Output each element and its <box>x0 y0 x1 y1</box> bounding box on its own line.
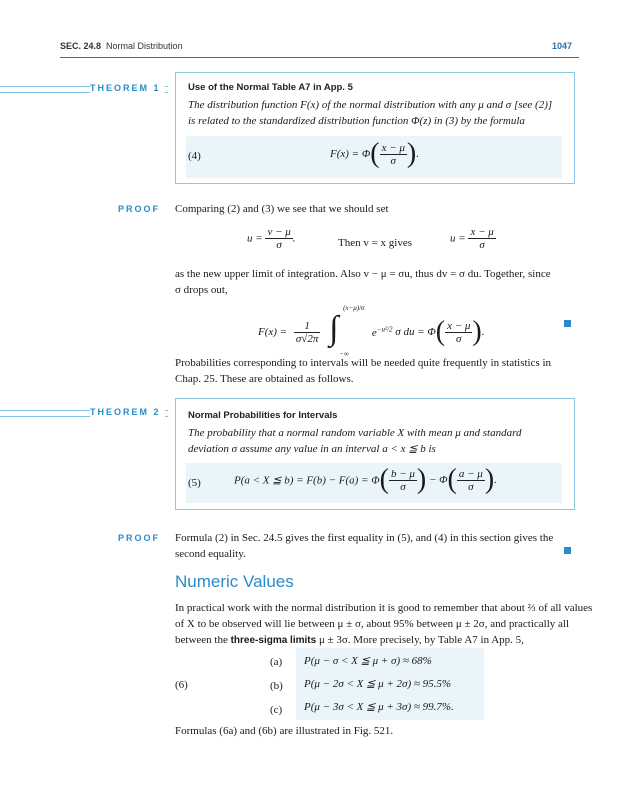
proof-1-text-2-line-1: as the new upper limit of integration. Also v − μ = σu, thus dv = σ du. Together, since <box>175 268 551 280</box>
equation-6a-tag: (a) <box>270 656 283 668</box>
theorem-2-line-2: deviation σ assume any value in an interval a < x ≦ b is <box>188 443 436 455</box>
equation-number-5: (5) <box>188 477 201 489</box>
numeric-paragraph-line-1: In practical work with the normal distribution it is good to remember that about ⅔ of all values <box>175 602 593 614</box>
header-rule <box>60 57 579 58</box>
theorem-2-title: Normal Probabilities for Intervals <box>188 410 338 421</box>
section-heading-numeric-values: Numeric Values <box>175 572 294 591</box>
theorem-1-box <box>175 72 575 184</box>
integral-equation: F(x) = $\frac{1}{\sigma√2\pi}$ ∫ (x−μ)/σ −∞ $e^{-u^2/2}$ σ du = Φ( $\frac{x - \mu}{\sigma}$ ). <box>258 304 485 358</box>
theorem-2-equation-box <box>186 463 562 503</box>
theorem-2-label: THEOREM 2 <box>90 407 165 417</box>
substitution-u: u = $\frac{v - \mu}{\sigma}$ . <box>247 226 296 251</box>
proof-1-text-3-line-2: Chap. 25. These are obtained as follows. <box>175 373 354 385</box>
equation-6c-tag: (c) <box>270 704 283 716</box>
theorem-1-label: THEOREM 1 <box>90 83 165 93</box>
end-of-proof-marker-2 <box>564 547 571 554</box>
equation-6c: P(μ − 3σ < X ≦ μ + 3σ) ≈ 99.7%. <box>304 701 454 713</box>
page-number: 1047 <box>552 41 573 51</box>
equation-number-4: (4) <box>188 150 201 162</box>
theorem-2-line-1: The probability that a normal random variable X with mean μ and standard <box>188 427 522 439</box>
proof-1-text-2-line-2: σ drops out, <box>175 284 228 296</box>
theorem-1-line-2: is related to the standardized distribution function Φ(z) in (3) by the formula <box>188 115 525 127</box>
theorem-1-line-1: The distribution function F(x) of the normal distribution with any μ and σ [see (2)] <box>188 99 553 111</box>
theorem-2-box <box>175 398 575 510</box>
proof-2-line-1: Formula (2) in Sec. 24.5 gives the first equality in (5), and (4) in this section gives the <box>175 532 554 544</box>
theorem-1-title: Use of the Normal Table A7 in App. 5 <box>188 82 353 93</box>
equation-6a: P(μ − σ < X ≦ μ + σ) ≈ 68% <box>304 655 432 667</box>
figure-reference-text: Formulas (6a) and (6b) are illustrated in Fig. 521. <box>175 725 394 737</box>
numeric-paragraph-line-2: of X to be observed will lie between μ ± σ, about 95% between μ ± 2σ, and practically all <box>175 618 570 630</box>
three-sigma-limits-term: three-sigma limits <box>230 635 317 646</box>
equation-number-6: (6) <box>175 679 188 691</box>
equation-5: P(a < X ≦ b) = F(b) − F(a) = Φ( $\frac{b - \mu}{\sigma}$ ) − Φ( $\frac{a - \mu}{\sigma}$ ). <box>234 464 497 495</box>
proof-2-label: PROOF <box>118 533 161 543</box>
substitution-u-limit: u = $\frac{x - \mu}{\sigma}$ <box>450 226 494 251</box>
proof-1-text-1: Comparing (2) and (3) we see that we should set <box>175 203 389 215</box>
proof-1-label: PROOF <box>118 204 161 214</box>
end-of-proof-marker <box>564 320 571 327</box>
numeric-paragraph-line-3: between the three-sigma limits μ ± 3σ. More precisely, by Table A7 in App. 5, <box>175 634 524 646</box>
theorem-1-equation-box <box>186 136 562 178</box>
proof-1-text-3-line-1: Probabilities corresponding to intervals will be needed quite frequently in statistics in <box>175 357 552 369</box>
equation-6b-tag: (b) <box>270 680 283 692</box>
proof-2-line-2: second equality. <box>175 548 246 560</box>
then-text: Then v = x gives <box>338 237 413 249</box>
equation-4: F(x) = Φ( $\frac{x - \mu}{\sigma}$ ). <box>330 138 419 169</box>
equation-6b: P(μ − 2σ < X ≦ μ + 2σ) ≈ 95.5% <box>304 678 452 690</box>
running-header-section: SEC. 24.8 Normal Distribution <box>60 41 183 51</box>
